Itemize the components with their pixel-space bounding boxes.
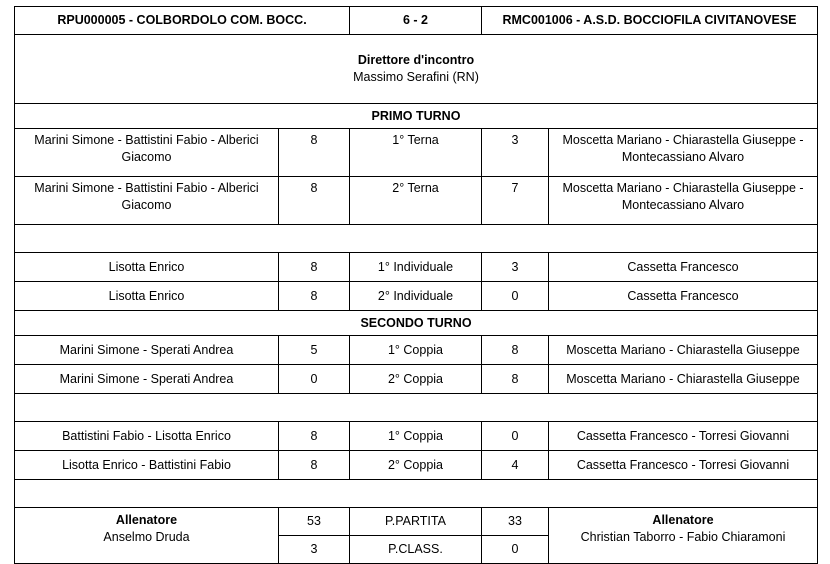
table-row [15,282,818,311]
away-players: Moscetta Mariano - Chiarastella Giuseppe - Montecassiano Alvaro [549,177,818,225]
away-score: 8 [482,365,549,394]
footer-row-partita [15,508,818,536]
match-score: 6 - 2 [350,7,482,35]
away-score: 3 [482,129,549,177]
away-score: 3 [482,253,549,282]
match-report-table [14,6,818,564]
game-type: 1° Individuale [350,253,482,282]
home-players: Marini Simone - Sperati Andrea [15,336,279,365]
away-players: Cassetta Francesco [549,253,818,282]
table-row [15,365,818,394]
home-score: 8 [279,129,350,177]
away-score: 0 [482,282,549,311]
home-score: 8 [279,282,350,311]
director-cell [15,35,818,104]
table-row [15,451,818,480]
home-players: Marini Simone - Battistini Fabio - Alberici Giacomo [15,177,279,225]
partita-label: P.PARTITA [350,508,482,536]
home-score: 0 [279,365,350,394]
away-coach: Christian Taborro - Fabio Chiaramoni [580,530,786,544]
away-players: Moscetta Mariano - Chiarastella Giuseppe [549,365,818,394]
home-score: 8 [279,177,350,225]
spacer-row [15,225,818,253]
away-players: Cassetta Francesco [549,282,818,311]
game-type: 1° Terna [350,129,482,177]
away-players: Moscetta Mariano - Chiarastella Giuseppe - Montecassiano Alvaro [549,129,818,177]
section-row-secondo [15,311,818,336]
away-score: 0 [482,422,549,451]
away-score: 4 [482,451,549,480]
home-coach: Anselmo Druda [103,530,190,544]
table-row [15,336,818,365]
director-name: Massimo Serafini (RN) [353,70,479,84]
home-coach-cell [15,508,279,564]
home-score: 8 [279,253,350,282]
home-team: RPU000005 - COLBORDOLO COM. BOCC. [15,7,350,35]
away-team: RMC001006 - A.S.D. BOCCIOFILA CIVITANOVESE [482,7,818,35]
spacer-row [15,480,818,508]
class-away: 0 [482,536,549,564]
class-label: P.CLASS. [350,536,482,564]
game-type: 2° Individuale [350,282,482,311]
home-players: Marini Simone - Sperati Andrea [15,365,279,394]
director-label: Direttore d'incontro [357,53,475,67]
game-type: 2° Coppia [350,365,482,394]
table-row [15,422,818,451]
home-players: Lisotta Enrico [15,253,279,282]
home-players: Marini Simone - Battistini Fabio - Alberici Giacomo [15,129,279,177]
director-row [15,35,818,104]
away-coach-cell [549,508,818,564]
away-score: 7 [482,177,549,225]
away-players: Cassetta Francesco - Torresi Giovanni [549,422,818,451]
section-row-primo [15,104,818,129]
away-coach-label: Allenatore [652,513,714,527]
section-title-primo: PRIMO TURNO [15,104,818,129]
game-type: 2° Coppia [350,451,482,480]
partita-away: 33 [482,508,549,536]
home-score: 8 [279,451,350,480]
home-score: 5 [279,336,350,365]
game-type: 1° Coppia [350,422,482,451]
home-players: Battistini Fabio - Lisotta Enrico [15,422,279,451]
home-players: Lisotta Enrico [15,282,279,311]
partita-home: 53 [279,508,350,536]
class-home: 3 [279,536,350,564]
section-title-secondo: SECONDO TURNO [15,311,818,336]
game-type: 2° Terna [350,177,482,225]
header-row [15,7,818,35]
away-players: Cassetta Francesco - Torresi Giovanni [549,451,818,480]
spacer-row [15,394,818,422]
away-players: Moscetta Mariano - Chiarastella Giuseppe [549,336,818,365]
table-row [15,177,818,225]
home-coach-label: Allenatore [115,513,178,527]
table-row [15,253,818,282]
home-players: Lisotta Enrico - Battistini Fabio [15,451,279,480]
table-row [15,129,818,177]
game-type: 1° Coppia [350,336,482,365]
away-score: 8 [482,336,549,365]
home-score: 8 [279,422,350,451]
